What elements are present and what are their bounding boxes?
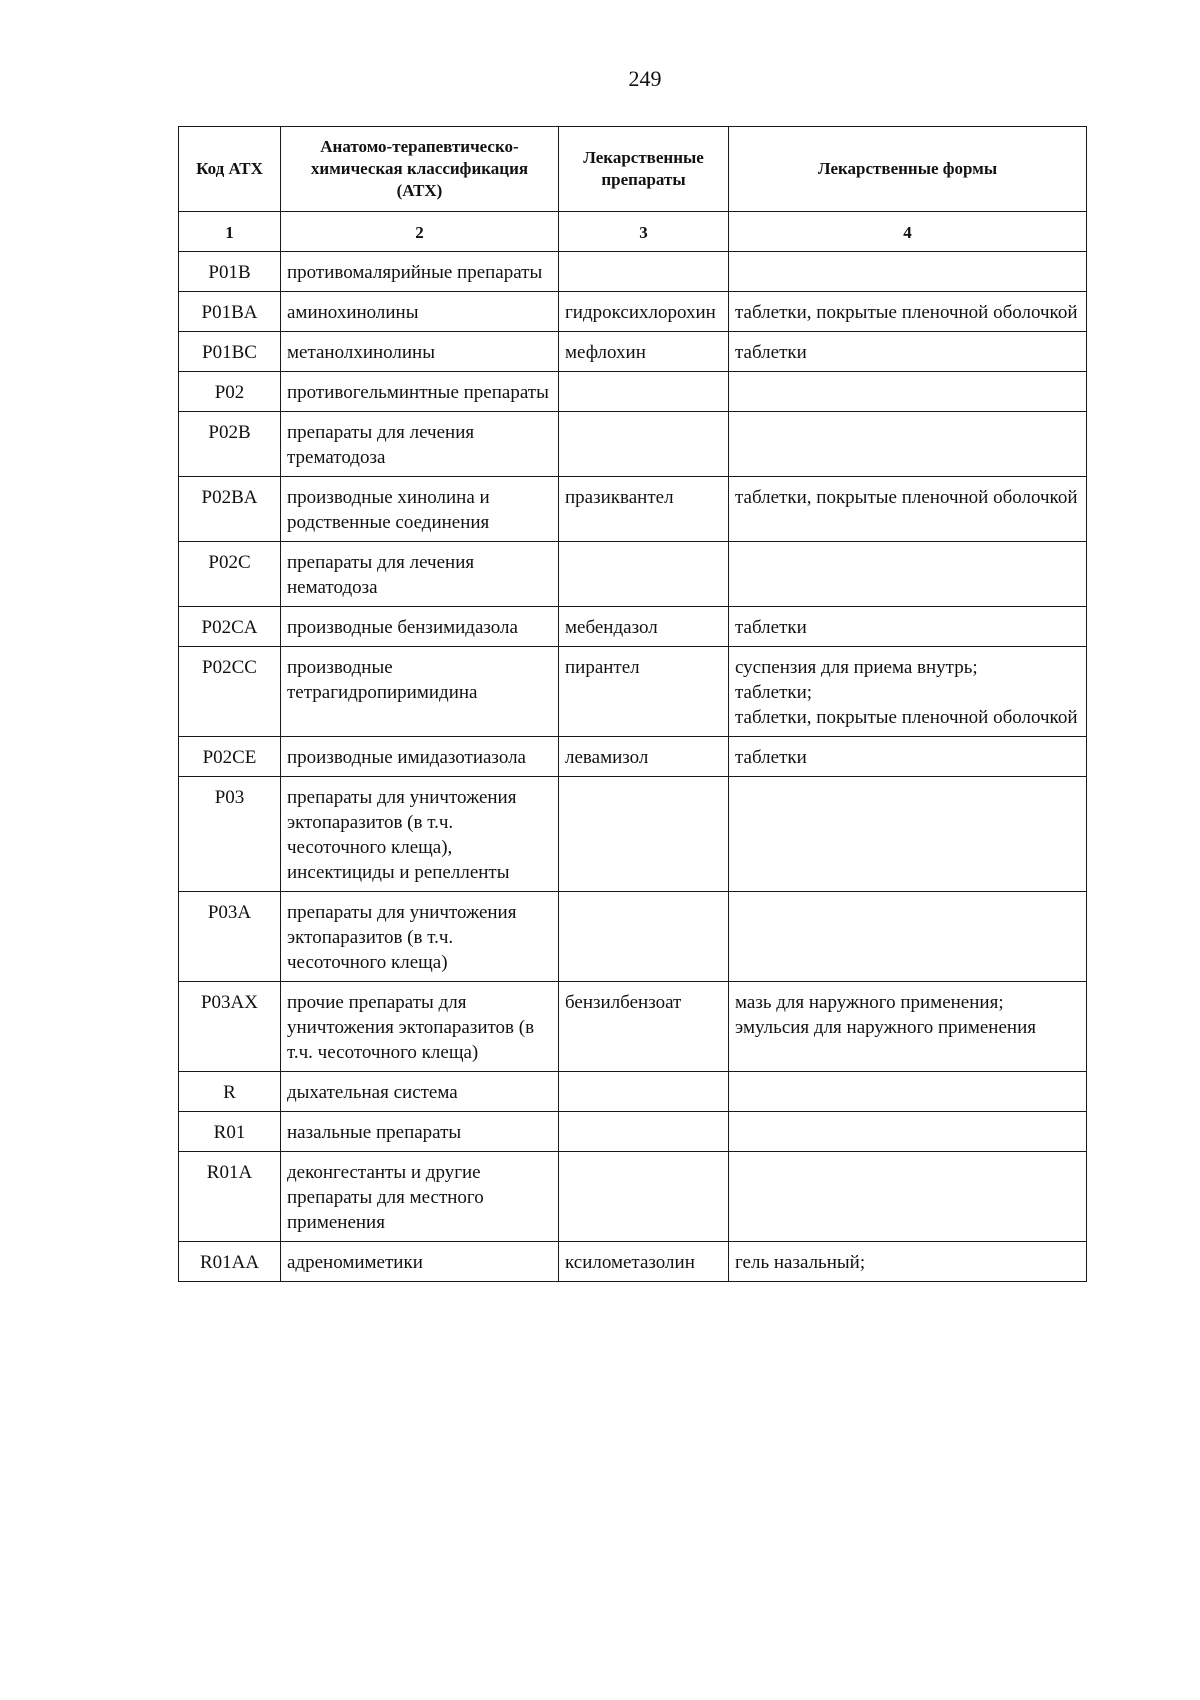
dosage-forms-cell: гель назальный; <box>729 1242 1087 1282</box>
table-row <box>179 1152 1087 1242</box>
classification-cell: дыхательная система <box>281 1072 559 1112</box>
atx-code-cell: P03AX <box>179 982 281 1072</box>
drug-cell <box>559 412 729 477</box>
atx-code-cell: R01 <box>179 1112 281 1152</box>
drug-cell: мебендазол <box>559 607 729 647</box>
header-drugs: Лекарственные препараты <box>559 127 729 212</box>
dosage-forms-cell <box>729 372 1087 412</box>
table-row <box>179 1112 1087 1152</box>
table-row <box>179 737 1087 777</box>
column-number: 1 <box>179 212 281 252</box>
classification-cell: препараты для лечения нематодоза <box>281 542 559 607</box>
dosage-form-line: эмульсия для наружного применения <box>735 1017 1036 1038</box>
table-row <box>179 292 1087 332</box>
atx-code-cell: P01BC <box>179 332 281 372</box>
dosage-forms-cell: таблетки <box>729 332 1087 372</box>
classification-cell: деконгестанты и другие препараты для местного применения <box>281 1152 559 1242</box>
table-row <box>179 1242 1087 1282</box>
dosage-form-line: суспензия для приема внутрь; <box>735 657 978 678</box>
dosage-forms-cell <box>729 982 1087 1072</box>
column-number-row <box>179 212 1087 252</box>
atx-code-cell: R01A <box>179 1152 281 1242</box>
table-row <box>179 542 1087 607</box>
table-row <box>179 607 1087 647</box>
table-row <box>179 892 1087 982</box>
classification-cell: препараты для уничтожения эктопаразитов (в т.ч. чесоточного клеща) <box>281 892 559 982</box>
dosage-forms-cell: таблетки, покрытые пленочной оболочкой <box>729 292 1087 332</box>
atx-classification-table <box>178 126 1087 1282</box>
atx-code-cell: P02CC <box>179 647 281 737</box>
drug-cell: пирантел <box>559 647 729 737</box>
dosage-forms-cell <box>729 412 1087 477</box>
classification-cell: препараты для лечения трематодоза <box>281 412 559 477</box>
dosage-forms-cell <box>729 252 1087 292</box>
drug-cell: гидроксихлорохин <box>559 292 729 332</box>
header-atx-code: Код АТХ <box>179 127 281 212</box>
dosage-forms-cell <box>729 1072 1087 1112</box>
dosage-form-line: таблетки; <box>735 682 813 703</box>
table-row <box>179 777 1087 892</box>
drug-cell <box>559 777 729 892</box>
dosage-forms-cell <box>729 1112 1087 1152</box>
column-number: 2 <box>281 212 559 252</box>
atx-code-cell: P03A <box>179 892 281 982</box>
atx-code-cell: P03 <box>179 777 281 892</box>
classification-cell: аминохинолины <box>281 292 559 332</box>
header-classification: Анатомо-терапевтическо-химическая классификация (АТХ) <box>281 127 559 212</box>
page-number: 249 <box>628 66 662 91</box>
atx-code-cell: P02BA <box>179 477 281 542</box>
dosage-forms-cell <box>729 1152 1087 1242</box>
classification-cell: прочие препараты для уничтожения эктопаразитов (в т.ч. чесоточного клеща) <box>281 982 559 1072</box>
drug-cell <box>559 542 729 607</box>
classification-cell: производные бензимидазола <box>281 607 559 647</box>
table-row <box>179 252 1087 292</box>
column-number: 3 <box>559 212 729 252</box>
drug-cell: мефлохин <box>559 332 729 372</box>
table-body <box>179 252 1087 1282</box>
classification-cell: назальные препараты <box>281 1112 559 1152</box>
dosage-forms-cell: таблетки <box>729 607 1087 647</box>
atx-code-cell: P02 <box>179 372 281 412</box>
table-header-row <box>179 127 1087 212</box>
table-row <box>179 332 1087 372</box>
classification-cell: производные хинолина и родственные соединения <box>281 477 559 542</box>
drug-cell: левамизол <box>559 737 729 777</box>
atx-code-cell: P01B <box>179 252 281 292</box>
dosage-forms-cell: таблетки <box>729 737 1087 777</box>
table-row <box>179 1072 1087 1112</box>
drug-cell <box>559 1072 729 1112</box>
drug-cell <box>559 1152 729 1242</box>
dosage-form-line: таблетки, покрытые пленочной оболочкой <box>735 707 1078 728</box>
classification-cell: противогельминтные препараты <box>281 372 559 412</box>
atx-code-cell: P02CE <box>179 737 281 777</box>
dosage-forms-cell <box>729 542 1087 607</box>
atx-code-cell: R <box>179 1072 281 1112</box>
classification-cell: производные тетрагидропиримидина <box>281 647 559 737</box>
dosage-form-line: мазь для наружного применения; <box>735 992 1004 1013</box>
classification-cell: адреномиметики <box>281 1242 559 1282</box>
atx-code-cell: P02C <box>179 542 281 607</box>
table-row <box>179 647 1087 737</box>
atx-code-cell: P01BA <box>179 292 281 332</box>
classification-cell: препараты для уничтожения эктопаразитов (в т.ч. чесоточного клеща), инсектициды и репелленты <box>281 777 559 892</box>
drug-cell: бензилбензоат <box>559 982 729 1072</box>
atx-code-cell: R01AA <box>179 1242 281 1282</box>
column-number: 4 <box>729 212 1087 252</box>
dosage-forms-cell <box>729 892 1087 982</box>
atx-code-cell: P02B <box>179 412 281 477</box>
dosage-forms-cell: таблетки, покрытые пленочной оболочкой <box>729 477 1087 542</box>
drug-cell: ксилометазолин <box>559 1242 729 1282</box>
dosage-forms-cell <box>729 777 1087 892</box>
drug-cell <box>559 372 729 412</box>
table-row <box>179 477 1087 542</box>
drug-cell <box>559 892 729 982</box>
table-row <box>179 372 1087 412</box>
atx-code-cell: P02CA <box>179 607 281 647</box>
drug-cell <box>559 1112 729 1152</box>
dosage-forms-cell <box>729 647 1087 737</box>
header-dosage-forms: Лекарственные формы <box>729 127 1087 212</box>
table-row <box>179 412 1087 477</box>
drug-cell: празиквантел <box>559 477 729 542</box>
drug-cell <box>559 252 729 292</box>
classification-cell: противомалярийные препараты <box>281 252 559 292</box>
table-row <box>179 982 1087 1072</box>
classification-cell: производные имидазотиазола <box>281 737 559 777</box>
classification-cell: метанолхинолины <box>281 332 559 372</box>
